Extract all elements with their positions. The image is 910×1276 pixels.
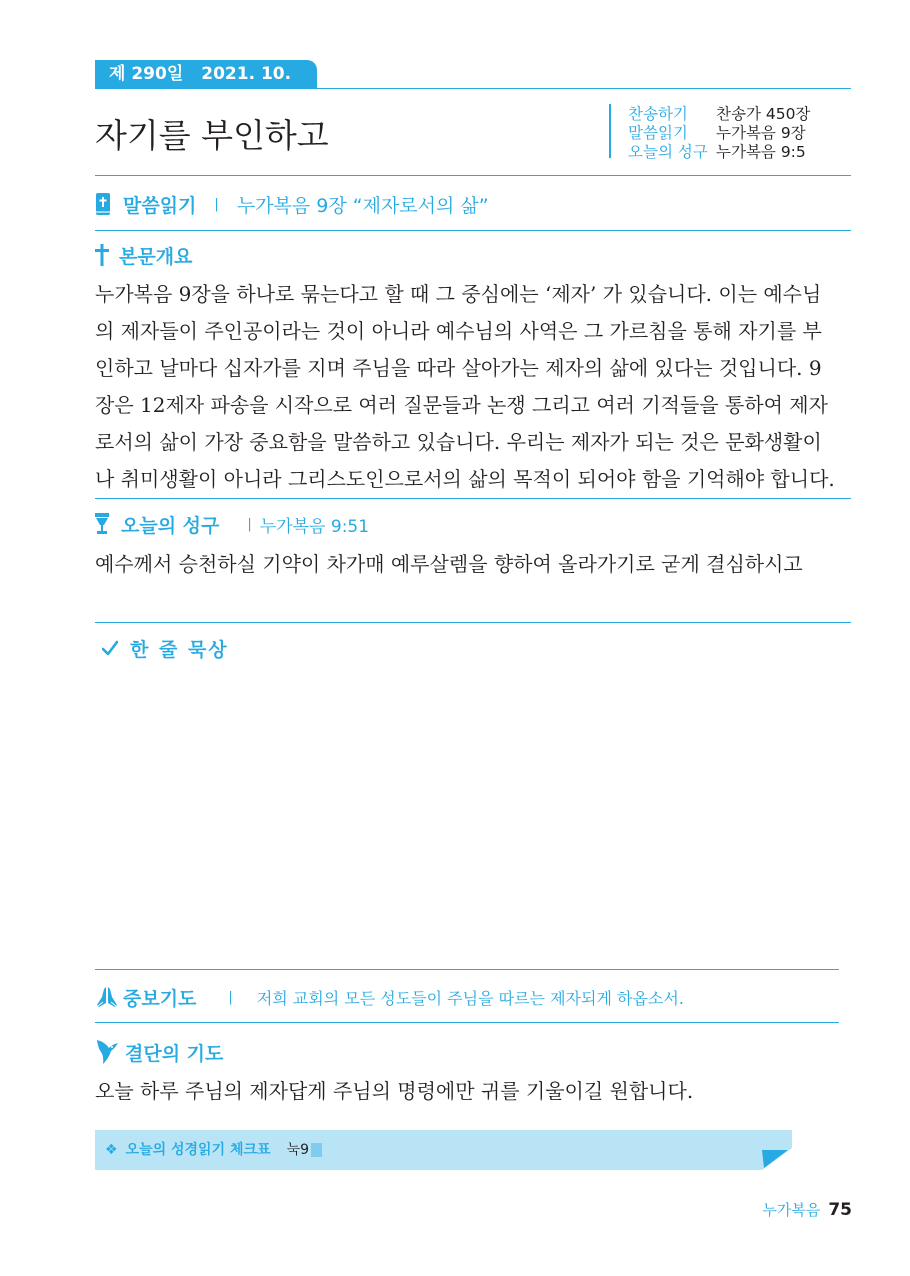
- side-info: [628, 105, 810, 162]
- page-number: 75: [828, 1200, 852, 1220]
- summary-line: 나 취미생활이 아니라 그리스도인으로서의 삶의 목적이 되어야 함을 기억해야 합니다.: [95, 467, 835, 491]
- separator: |: [247, 516, 252, 532]
- intercession-header: [95, 983, 684, 1011]
- verse-text: 예수께서 승천하실 기약이 차가매 예루살렘을 향하여 올라가기로 굳게 결심하시고: [95, 552, 803, 576]
- intercession-text: 저희 교회의 모든 성도들이 주님을 따르는 제자되게 하옵소서.: [256, 988, 684, 1008]
- intercession-title: 중보기도: [123, 987, 197, 1010]
- side-row: [628, 124, 810, 143]
- page-fold-icon: [762, 1148, 792, 1170]
- page-title: 자기를 부인하고: [95, 116, 329, 155]
- cross-icon: [95, 244, 109, 266]
- meditation-title: 한 줄 묵상: [130, 638, 229, 661]
- verse-title: 오늘의 성구: [121, 514, 220, 537]
- footer-book: 누가복음: [762, 1201, 821, 1219]
- decision-text: 오늘 하루 주님의 제자답게 주님의 명령에만 귀를 기울이길 원합니다.: [95, 1079, 694, 1103]
- side-label: 찬송하기: [628, 105, 688, 123]
- summary-title: 본문개요: [119, 245, 193, 268]
- chalice-icon: [95, 513, 109, 535]
- summary-line: 인하고 날마다 십자가를 지며 주님을 따라 살아가는 제자의 삶에 있다는 것입니다. 9: [95, 356, 822, 380]
- divider: [95, 969, 839, 970]
- decision-title: 결단의 기도: [125, 1042, 224, 1065]
- divider: [95, 498, 851, 499]
- verse-header: [95, 510, 369, 538]
- reading-checklist: [95, 1130, 792, 1170]
- summary-line: 장은 12제자 파송을 시작으로 여러 질문들과 논쟁 그리고 여러 기적들을 통하여 제자: [95, 393, 828, 417]
- bible-icon: [95, 192, 111, 216]
- meditation-header: [102, 634, 229, 662]
- side-value: 누가복음 9:5: [716, 143, 806, 161]
- decision-header: [95, 1037, 223, 1067]
- checklist-content: [105, 1130, 322, 1170]
- divider: [95, 1022, 839, 1023]
- checklist-item: 눅9: [286, 1142, 309, 1158]
- side-value: 찬송가 450장: [716, 105, 811, 123]
- divider: [95, 175, 851, 176]
- side-row: [628, 143, 810, 162]
- footer: [762, 1199, 852, 1220]
- side-row: [628, 105, 810, 124]
- summary-line: 로서의 삶이 가장 중요함을 말씀하고 있습니다. 우리는 제자가 되는 것은 문화생활이: [95, 430, 822, 454]
- check-icon: [102, 640, 118, 656]
- side-label: 오늘의 성구: [628, 143, 708, 161]
- summary-line: 의 제자들이 주인공이라는 것이 아니라 예수님의 사역은 그 가르침을 통해 자기를 부: [95, 319, 822, 343]
- divider: [95, 622, 851, 623]
- side-value: 누가복음 9장: [716, 124, 806, 142]
- side-divider: [609, 104, 611, 158]
- praying-hands-icon: [95, 985, 119, 1009]
- summary-header: [95, 242, 192, 268]
- reading-reference: 누가복음 9장 “제자로서의 삶”: [236, 194, 489, 217]
- separator: |: [228, 989, 233, 1005]
- summary-line: 누가복음 9장을 하나로 묶는다고 할 때 그 중심에는 ‘제자’ 가 있습니다. 이는 예수님: [95, 282, 822, 306]
- divider: [95, 230, 851, 231]
- day-label: 제 290일: [109, 64, 184, 84]
- verse-reference: 누가복음 9:51: [259, 516, 370, 537]
- reading-header: [95, 190, 489, 218]
- date-label: 2021. 10. 17. 주: [109, 64, 292, 113]
- side-label: 말씀읽기: [628, 124, 688, 142]
- separator: |: [214, 196, 219, 212]
- dove-icon: [95, 1038, 119, 1066]
- checklist-bullet-icon: ❖: [105, 1142, 118, 1158]
- header-rule: [95, 88, 851, 89]
- checklist-checkbox[interactable]: [311, 1143, 322, 1157]
- summary-body: [95, 276, 835, 498]
- date-tab: [95, 60, 317, 113]
- reading-title: 말씀읽기: [123, 194, 197, 217]
- meditation-writing-area[interactable]: [95, 680, 839, 960]
- checklist-label: 오늘의 성경읽기 체크표: [125, 1142, 271, 1158]
